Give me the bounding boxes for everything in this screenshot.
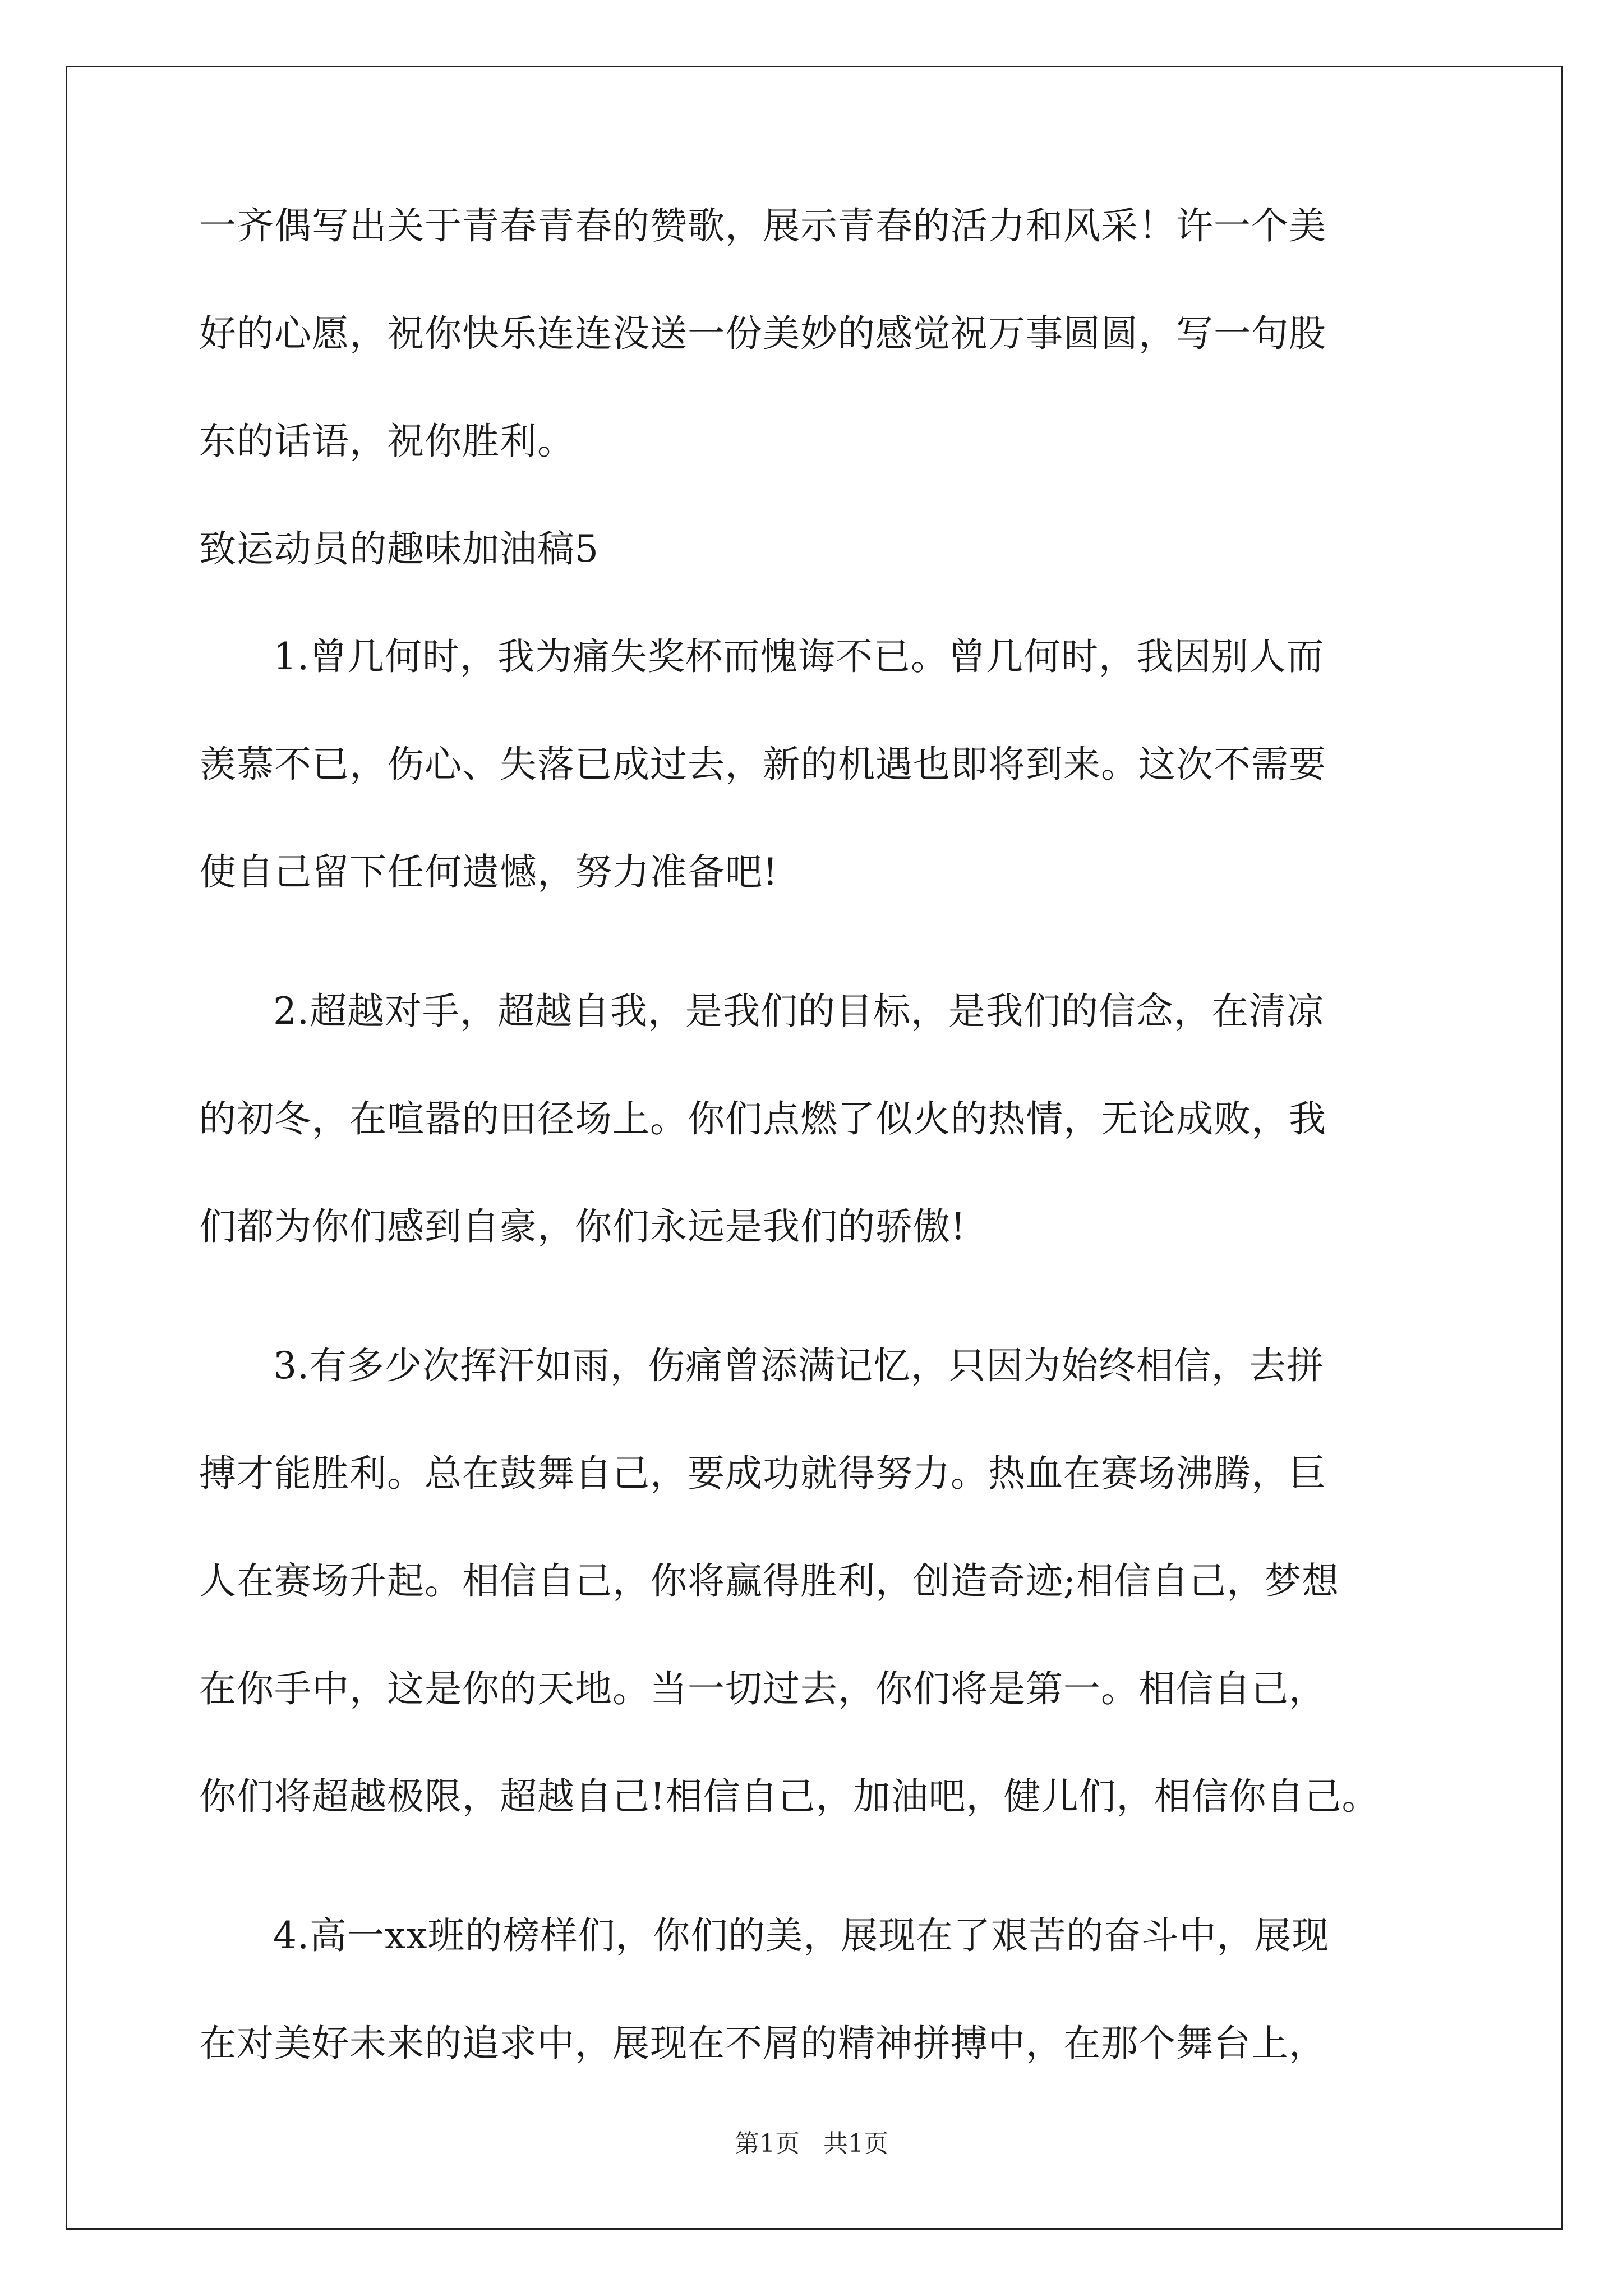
text-line: 使自己留下任何遗憾，努力准备吧! [199,850,778,894]
text-line: 2.超越对手，超越自我，是我们的目标，是我们的信念，在清凉 [273,990,1324,1033]
text-line: 3.有多少次挥汗如雨，伤痛曾添满记忆，只因为始终相信，去拼 [273,1344,1324,1387]
text-line: 1.曾几何时，我为痛失奖杯而愧诲不已。曾几何时，我因别人而 [273,635,1324,678]
text-line: 4.高一xx班的榜样们，你们的美，展现在了艰苦的奋斗中，展现 [273,1914,1330,1957]
text-line: 一齐偶写出关于青春青春的赞歌，展示青春的活力和风采！许一个美 [199,204,1326,247]
text-line: 们都为你们感到自豪，你们永远是我们的骄傲! [199,1205,966,1248]
text-line: 你们将超越极限，超越自己!相信自己，加油吧，健儿们，相信你自己。 [199,1775,1380,1818]
text-line: 羡慕不已，伤心、失落已成过去，新的机遇也即将到来。这次不需要 [199,743,1326,786]
page-footer [0,2129,1623,2158]
page-total: 共1页 [823,2129,888,2158]
text-line: 搏才能胜利。总在鼓舞自己，要成功就得努力。热血在赛场沸腾，巨 [199,1452,1326,1495]
text-line: 的初冬，在喧嚣的田径场上。你们点燃了似火的热情，无论成败，我 [199,1097,1326,1140]
text-line: 在对美好未来的追求中，展现在不屑的精神拼搏中，在那个舞台上， [199,2022,1326,2065]
page-number: 第1页 [735,2129,800,2158]
text-line: 东的话语，祝你胜利。 [199,420,575,463]
document-body [199,204,1430,2065]
text-line: 好的心愿，祝你快乐连连没送一份美妙的感觉祝万事圆圆，写一句股 [199,312,1326,355]
text-line: 人在赛场升起。相信自己，你将赢得胜利，创造奇迹;相信自己，梦想 [199,1559,1340,1603]
text-line: 在你手中，这是你的天地。当一切过去，你们将是第一。相信自己， [199,1667,1326,1710]
section-heading: 致运动员的趣味加油稿5 [199,527,599,570]
